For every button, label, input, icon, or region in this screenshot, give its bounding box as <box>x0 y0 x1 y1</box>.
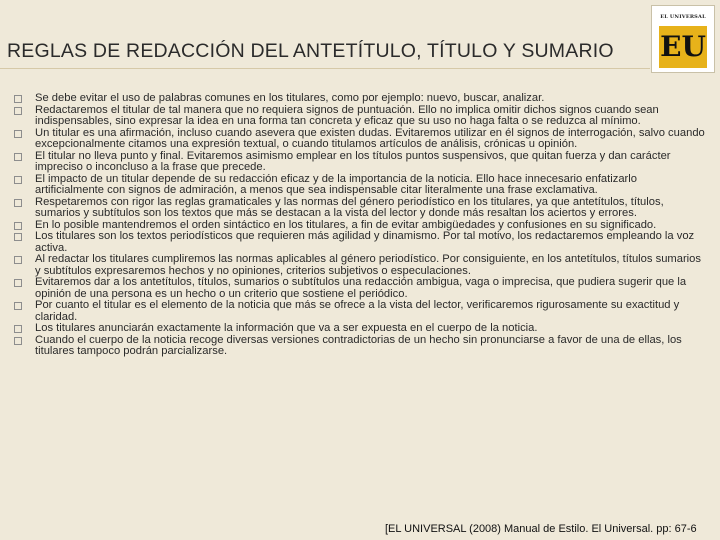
rule-item <box>14 174 708 197</box>
rule-item <box>14 277 708 300</box>
square-bullet-icon <box>14 95 22 103</box>
citation: [EL UNIVERSAL (2008) Manual de Estilo. El Universal. pp: 67-6 <box>385 523 697 535</box>
rule-text: El impacto de un titular depende de su redacción eficaz y de la importancia de la noticia. Ello hace innecesario enfatizarlo artificialmente con signos de admiración, a menos que sea indispensable citar literalmente una frase exclamativa. <box>35 172 637 196</box>
rule-item <box>14 254 708 277</box>
rule-text: Los titulares anunciarán exactamente la información que va a ser expuesta en el cuerpo de la noticia. <box>35 322 538 334</box>
rule-item <box>14 105 708 128</box>
el-universal-logo <box>651 5 715 73</box>
square-bullet-icon <box>14 176 22 184</box>
square-bullet-icon <box>14 199 22 207</box>
logo-top-text: EL UNIVERSAL <box>660 14 706 20</box>
rules-list <box>14 93 708 358</box>
square-bullet-icon <box>14 337 22 345</box>
square-bullet-icon <box>14 222 22 230</box>
rule-item <box>14 231 708 254</box>
square-bullet-icon <box>14 153 22 161</box>
rule-text: Al redactar los titulares cumpliremos las normas aplicables al género periodístico. Por consiguiente, en los antetítulos, títulos sumarios y subtítulos expresaremos hechos y no opiniones, criterios subjetivos o especulaciones. <box>35 253 701 277</box>
rule-text: En lo posible mantendremos el orden sintáctico en los titulares, a fin de evitar ambigüedades y confusiones en su significado. <box>35 218 657 231</box>
rule-item <box>14 151 708 174</box>
square-bullet-icon <box>14 325 22 333</box>
rule-item <box>14 128 708 151</box>
rule-text: Respetaremos con rigor las reglas gramaticales y las normas del género periodístico en los titulares, ya que antetítulos, títulos, sumarios y subtítulos son los textos que más se destacan a la vista del lector y donde más resaltan los aciertos y errores. <box>35 195 664 219</box>
rule-item <box>14 197 708 220</box>
square-bullet-icon <box>14 302 22 310</box>
square-bullet-icon <box>14 233 22 241</box>
rule-item <box>14 335 708 358</box>
square-bullet-icon <box>14 130 22 138</box>
title-divider <box>0 68 650 69</box>
rule-text: Los titulares son los textos periodísticos que requieren más agilidad y dinamismo. Por tal motivo, los redactaremos empleando la voz activa. <box>35 230 695 254</box>
rule-text: Cuando el cuerpo de la noticia recoge diversas versiones contradictorias de un hecho sin pronunciarse a favor de una de ellas, los titulares tampoco podrán parcializarse. <box>35 333 682 357</box>
rule-text: Redactaremos el titular de tal manera que no requiera signos de puntuación. Ello no implica omitir dichos signos cuando sean indispensables, sino expresar la idea en una forma tan concreta y eficaz que su uso no haga falta o se reduzca al mínimo. <box>35 103 659 127</box>
rule-text: Un titular es una afirmación, incluso cuando asevera que existen dudas. Evitaremos utilizar en él signos de interrogación, salvo cuando excepcionalmente citamos una expresión textual, o cuando titulamos artículos de análisis, crónicas u opinión. <box>35 126 705 150</box>
rule-text: Por cuanto el titular es el elemento de la noticia que más se ofrece a la vista del lector, verificaremos rigurosamente su exactitud y claridad. <box>35 299 680 323</box>
rule-text: Se debe evitar el uso de palabras comunes en los titulares, como por ejemplo: nuevo, buscar, analizar. <box>35 92 545 104</box>
rule-text: El titular no lleva punto y final. Evitaremos asimismo emplear en los títulos puntos suspensivos, que quitan fuerza y dan carácter impreciso o inconcluso a la frase que precede. <box>35 149 671 173</box>
square-bullet-icon <box>14 256 22 264</box>
slide-title: REGLAS DE REDACCIÓN DEL ANTETÍTULO, TÍTULO Y SUMARIO <box>7 40 614 62</box>
square-bullet-icon <box>14 107 22 115</box>
rule-item <box>14 300 708 323</box>
logo-mark: EU <box>659 26 707 68</box>
square-bullet-icon <box>14 279 22 287</box>
rule-text: Evitaremos dar a los antetítulos, títulos, sumarios o subtítulos una redacción ambigua, vaga o imprecisa, que pudiera sugerir que la opinión de una persona es un hecho o un criterio que sostiene el periódico. <box>35 276 687 300</box>
